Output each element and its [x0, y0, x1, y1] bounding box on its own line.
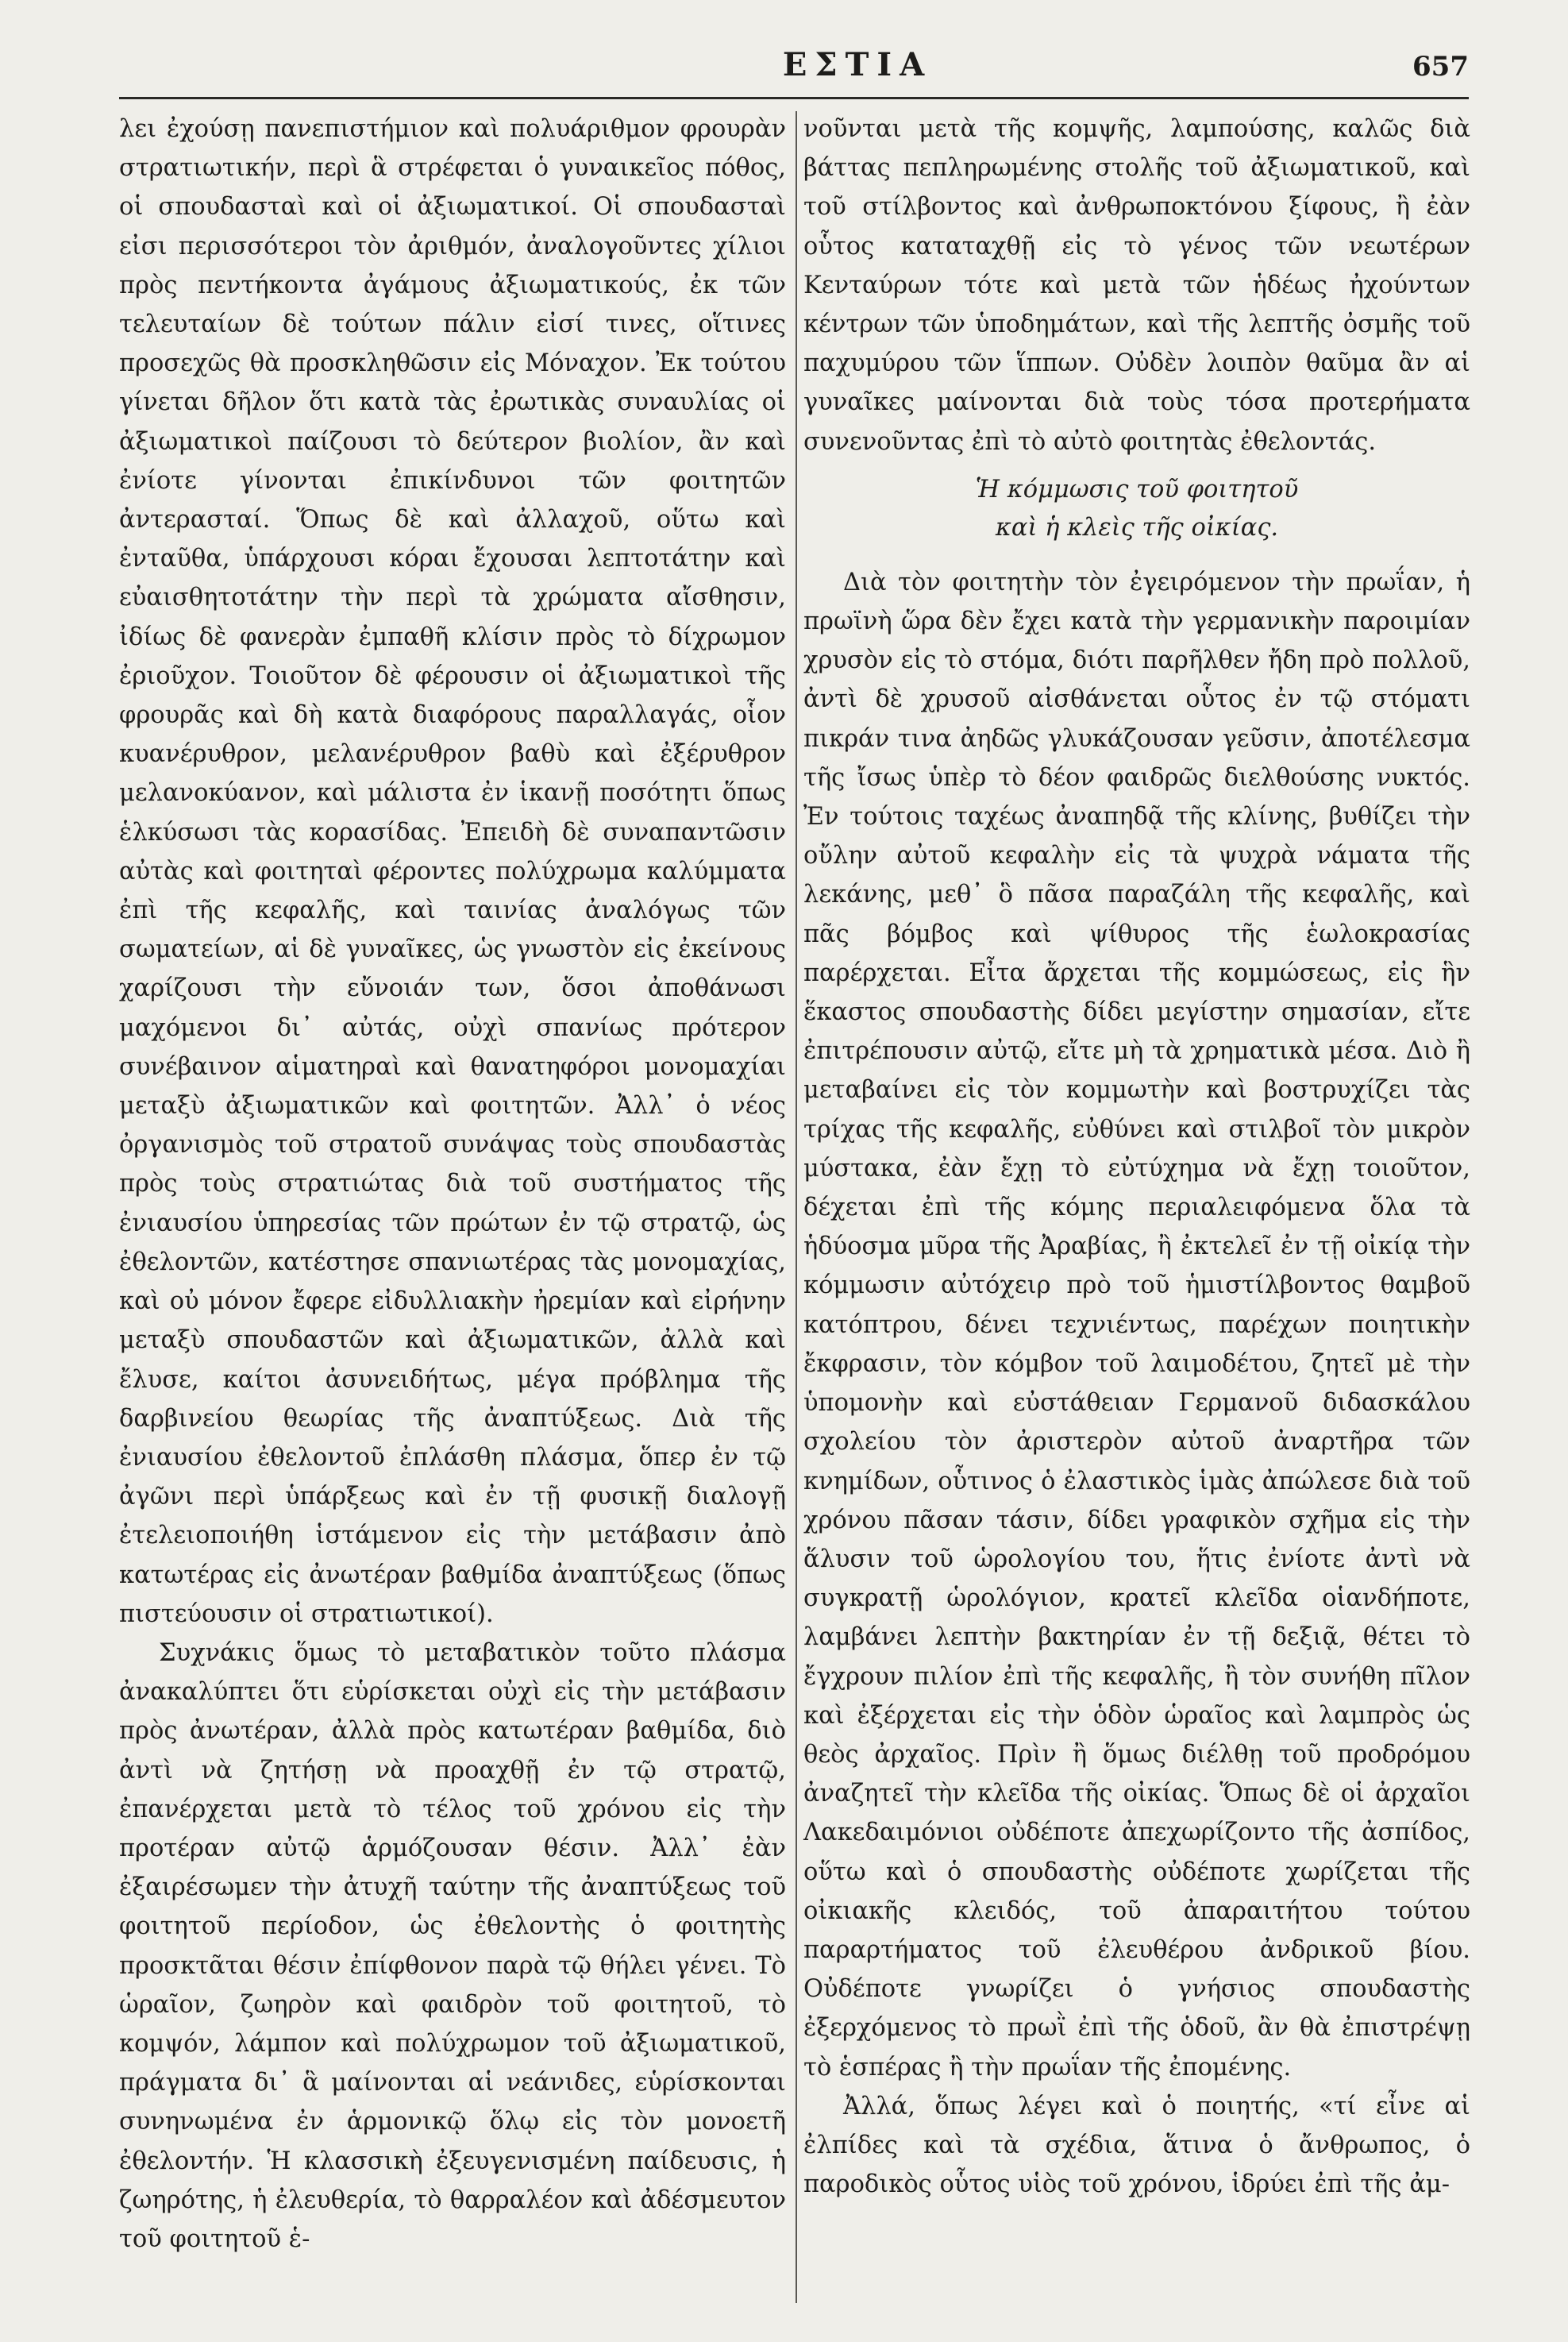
right-column	[803, 110, 1470, 2204]
paragraph: Διὰ τὸν φοιτητὴν τὸν ἐγειρόμενον τὴν πρωΐαν, ἡ πρωϊνὴ ὥρα δὲν ἔχει κατὰ τὴν γερμανικὴν παροιμίαν χρυσὸν εἰς τὸ στόμα, διότι παρῆλθεν ἤδη πρὸ πολλοῦ, ἀντὶ δὲ χρυσοῦ αἰσθάνεται οὗτος ἐν τῷ στόματι πικράν τινα ἀηδῶς γλυκάζουσαν γεῦσιν, ἀποτέλεσμα τῆς ἴσως ὑπὲρ τὸ δέον φαιδρῶς διελθούσης νυκτός. Ἐν τούτοις ταχέως ἀναπηδᾷ τῆς κλίνης, βυθίζει τὴν οὔλην αὐτοῦ κεφαλὴν εἰς τὰ ψυχρὰ νάματα τῆς λεκάνης, μεθ᾽ ὃ πᾶσα παραζάλη τῆς κεφαλῆς, καὶ πᾶς βόμβος καὶ ψίθυρος τῆς ἑωλοκρασίας παρέρχεται. Εἶτα ἄρχεται τῆς κομμώσεως, εἰς ἣν ἕκαστος σπουδαστὴς δίδει μεγίστην σημασίαν, εἴτε ἐπιτρέπουσιν αὐτῷ, εἴτε μὴ τὰ χρηματικὰ μέσα. Διὸ ἢ μεταβαίνει εἰς τὸν κομμωτὴν καὶ βοστρυχίζει τὰς τρίχας τῆς κεφαλῆς, εὐθύνει καὶ στιλβοῖ τὸν μικρὸν μύστακα, ἐὰν ἔχῃ τὸ εὐτύχημα νὰ ἔχῃ τοιοῦτον, δέχεται ἐπὶ τῆς κόμης περιαλειφόμενα ὅλα τὰ ἡδύοσμα μῦρα τῆς Ἀραβίας, ἢ ἐκτελεῖ ἐν τῇ οἰκίᾳ τὴν κόμμωσιν αὐτόχειρ πρὸ τοῦ ἡμιστίλβοντος θαμβοῦ κατόπτρου, δένει τεχνιέντως, παρέχων ποιητικὴν ἔκφρασιν, τὸν κόμβον τοῦ λαιμοδέτου, ζητεῖ μὲ τὴν ὑπομονὴν καὶ εὐστάθειαν Γερμανοῦ διδασκάλου σχολείου τὸν ἀριστερὸν αὐτοῦ ἀναρτῆρα τῶν κνημίδων, οὗτινος ὁ ἐλαστικὸς ἱμὰς ἀπώλεσε διὰ τοῦ χρόνου πᾶσαν τάσιν, δίδει γραφικὸν σχῆμα εἰς τὴν ἅλυσιν τοῦ ὡρολογίου του, ἥτις ἐνίοτε ἀντὶ νὰ συγκρατῇ ὡρολόγιον, κρατεῖ κλεῖδα οἱανδήποτε, λαμβάνει λεπτὴν βακτηρίαν ἐν τῇ δεξιᾷ, θέτει τὸ ἔγχρουν πιλίον ἐπὶ τῆς κεφαλῆς, ἢ τὸν συνήθη πῖλον καὶ ἐξέρχεται εἰς τὴν ὁδὸν ὡραῖος καὶ λαμπρὸς ὡς θεὸς ἀρχαῖος. Πρὶν ἢ ὅμως διέλθῃ τοῦ προδρόμου ἀναζητεῖ τὴν κλεῖδα τῆς οἰκίας. Ὅπως δὲ οἱ ἀρχαῖοι Λακεδαιμόνιοι οὐδέποτε ἀπεχωρίζοντο τῆς ἀσπίδος, οὕτω καὶ ὁ σπουδαστὴς οὐδέποτε χωρίζεται τῆς οἰκιακῆς κλειδός, τοῦ ἀπαραιτήτου τούτου παραρτήματος τοῦ ἐλευθέρου ἀνδρικοῦ βίου. Οὐδέποτε γνωρίζει ὁ γνήσιος σπουδαστὴς ἐξερχόμενος τὸ πρωῒ ἐπὶ τῆς ὁδοῦ, ἂν θὰ ἐπιστρέψῃ τὸ ἑσπέρας ἢ τὴν πρωΐαν τῆς ἐπομένης.	[803, 568, 1470, 2082]
paragraph: νοῦνται μετὰ τῆς κομψῆς, λαμπούσης, καλῶς διὰ βάττας πεπληρωμένης στολῆς τοῦ ἀξιωματικοῦ, καὶ τοῦ στίλβοντος καὶ ἀνθρωποκτόνου ξίφους, ἢ ἐὰν οὗτος καταταχθῇ εἰς τὸ γένος τῶν νεωτέρων Κενταύρων τότε καὶ μετὰ τῶν ἡδέως ἠχούντων κέντρων τῶν ὑποδημάτων, καὶ τῆς λεπτῆς ὀσμῆς τοῦ παχυμύρου τῶν ἵππων. Οὐδὲν λοιπὸν θαῦμα ἂν αἱ γυναῖκες μαίνονται διὰ τοὺς τόσα προτερήματα συνενοῦντας ἐπὶ τὸ αὐτὸ φοιτητὰς ἐθελοντάς.	[803, 115, 1470, 456]
paragraph: Συχνάκις ὅμως τὸ μεταβατικὸν τοῦτο πλάσμα ἀνακαλύπτει ὅτι εὑρίσκεται οὐχὶ εἰς τὴν μετάβασιν πρὸς ἀνωτέραν, ἀλλὰ πρὸς κατωτέραν βαθμίδα, διὸ ἀντὶ νὰ ζητήσῃ νὰ προαχθῇ ἐν τῷ στρατῷ, ἐπανέρχεται μετὰ τὸ τέλος τοῦ χρόνου εἰς τὴν προτέραν αὐτῷ ἁρμόζουσαν θέσιν. Ἀλλ᾽ ἐὰν ἐξαιρέσωμεν τὴν ἀτυχῆ ταύτην τῆς ἀναπτύξεως τοῦ φοιτητοῦ περίοδον, ὡς ἐθελοντὴς ὁ φοιτητὴς προσκτᾶται θέσιν ἐπίφθονον παρὰ τῷ θήλει γένει. Τὸ ὡραῖον, ζωηρὸν καὶ φαιδρὸν τοῦ φοιτητοῦ, τὸ κομψόν, λάμπον καὶ πολύχρωμον τοῦ ἀξιωματικοῦ, πράγματα δι᾽ ἃ μαίνονται αἱ νεάνιδες, εὑρίσκονται συνηνωμένα ἐν ἁρμονικῷ ὅλῳ εἰς τὸν μονοετῆ ἐθελοντήν. Ἡ κλασσικὴ ἐξευγενισμένη παίδευσις, ἡ ζωηρότης, ἡ ἐλευθερία, τὸ θαρραλέον καὶ ἀδέσμευτον τοῦ φοιτητοῦ ἑ-	[119, 1638, 786, 2253]
section-heading	[803, 471, 1470, 547]
section-heading-line: καὶ ἡ κλεὶς τῆς οἰκίας.	[995, 513, 1279, 542]
page-number: 657	[1412, 51, 1469, 83]
header-rule	[119, 97, 1469, 99]
section-heading-line: Ἡ κόμμωσις τοῦ φοιτητοῦ	[975, 475, 1299, 504]
column-divider	[796, 111, 797, 2303]
running-head	[119, 46, 1469, 94]
left-column	[119, 110, 786, 2259]
paragraph: Ἀλλά, ὅπως λέγει καὶ ὁ ποιητής, «τί εἶνε αἱ ἐλπίδες καὶ τὰ σχέδια, ἅτινα ὁ ἄνθρωπος, ὁ παροδικὸς οὗτος υἱὸς τοῦ χρόνου, ἱδρύει ἐπὶ τῆς ἀμ-	[803, 2092, 1470, 2199]
paragraph: λει ἐχούσῃ πανεπιστήμιον καὶ πολυάριθμον φρουρὰν στρατιωτικήν, περὶ ἃ στρέφεται ὁ γυναικεῖος πόθος, οἱ σπουδασταὶ καὶ οἱ ἀξιωματικοί. Οἱ σπουδασταὶ εἰσι περισσότεροι τὸν ἀριθμόν, ἀναλογοῦντες χίλιοι πρὸς πεντήκοντα ἀγάμους ἀξιωματικούς, ἐκ τῶν τελευταίων δὲ τούτων πάλιν εἰσί τινες, οἵτινες προσεχῶς θὰ προσκληθῶσιν εἰς Μόναχον. Ἐκ τούτου γίνεται δῆλον ὅτι κατὰ τὰς ἐρωτικὰς συναυλίας οἱ ἀξιωματικοὶ παίζουσι τὸ δεύτερον βιολίον, ἂν καὶ ἐνίοτε γίνονται ἐπικίνδυνοι τῶν φοιτητῶν ἀντερασταί. Ὅπως δὲ καὶ ἀλλαχοῦ, οὕτω καὶ ἐνταῦθα, ὑπάρχουσι κόραι ἔχουσαι λεπτοτάτην καὶ εὐαισθητοτάτην τὴν περὶ τὰ χρώματα αἴσθησιν, ἰδίως δὲ φανερὰν ἐμπαθῆ κλίσιν πρὸς τὸ δίχρωμον ἐριοῦχον. Τοιοῦτον δὲ φέρουσιν οἱ ἀξιωματικοὶ τῆς φρουρᾶς καὶ δὴ κατὰ διαφόρους παραλλαγάς, οἷον κυανέρυθρον, μελανέρυθρον βαθὺ καὶ ἐξέρυθρον μελανοκύανον, καὶ μάλιστα ἐν ἱκανῇ ποσότητι ὅπως ἑλκύσωσι τὰς κορασίδας. Ἐπειδὴ δὲ συναπαντῶσιν αὐτὰς καὶ φοιτηταὶ φέροντες πολύχρωμα καλύμματα ἐπὶ τῆς κεφαλῆς, καὶ ταινίας ἀναλόγως τῶν σωματείων, αἱ δὲ γυναῖκες, ὡς γνωστὸν εἰς ἐκείνους χαρίζουσι τὴν εὔνοιάν των, ὅσοι ἀποθάνωσι μαχόμενοι δι᾽ αὐτάς, οὐχὶ σπανίως πρότερον συνέβαινον αἱματηραὶ καὶ θανατηφόροι μονομαχίαι μεταξὺ ἀξιωματικῶν καὶ φοιτητῶν. Ἀλλ᾽ ὁ νέος ὀργανισμὸς τοῦ στρατοῦ συνάψας τοὺς σπουδαστὰς πρὸς τοὺς στρατιώτας διὰ τοῦ συστήματος τῆς ἐνιαυσίου ὑπηρεσίας τῶν πρώτων ἐν τῷ στρατῷ, ὡς ἐθελοντῶν, κατέστησε σπανιωτέρας τὰς μονομαχίας, καὶ οὐ μόνον ἔφερε εἰδυλλιακὴν ἠρεμίαν καὶ εἰρήνην μεταξὺ σπουδαστῶν καὶ ἀξιωματικῶν, ἀλλὰ καὶ ἔλυσε, καίτοι ἀσυνειδήτως, μέγα πρόβλημα τῆς δαρβινείου θεωρίας τῆς ἀναπτύξεως. Διὰ τῆς ἐνιαυσίου ἐθελοντοῦ ἐπλάσθη πλάσμα, ὅπερ ἐν τῷ ἀγῶνι περὶ ὑπάρξεως καὶ ἐν τῇ φυσικῇ διαλογῇ ἐτελειοποιήθη ἱστάμενον εἰς τὴν μετάβασιν ἀπὸ κατωτέρας εἰς ἀνωτέραν βαθμίδα ἀναπτύξεως (ὅπως πιστεύουσιν οἱ στρατιωτικοί).	[119, 115, 786, 1628]
journal-title: ΕΣΤΙΑ	[782, 46, 933, 83]
